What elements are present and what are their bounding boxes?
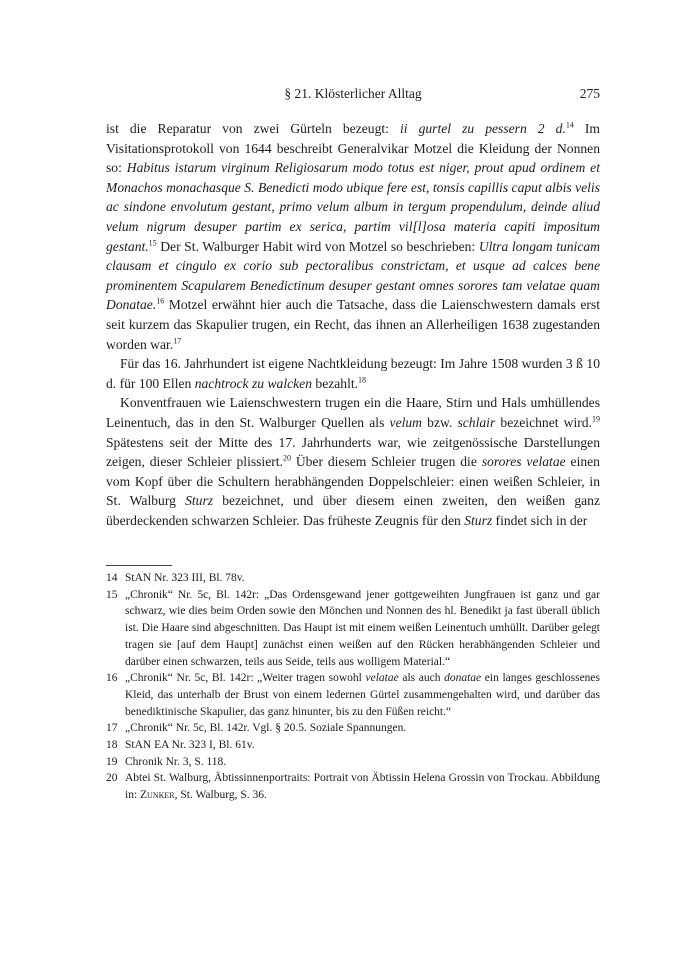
main-text (106, 119, 600, 530)
footnote-number: 17 (106, 722, 118, 735)
footnote-number: 14 (106, 572, 118, 584)
term-italic: Sturz (464, 512, 493, 528)
footnote-text: StAN Nr. 323 III, Bl. 78v. (125, 572, 245, 584)
text-run: Abtei St. Walburg, Äbtissinnenportraits: Portrait von Äbtissin Helena Grossin von Trockau. Abbildung in: (125, 772, 600, 802)
footnote-19 (106, 754, 600, 771)
footnote-ref: 15 (148, 238, 157, 248)
footnote-14 (106, 570, 600, 587)
text-run: als auch (398, 672, 445, 685)
footnote-number: 16 (106, 672, 118, 685)
footnote-ref: 14 (565, 120, 574, 130)
text-run: bzw. (422, 414, 458, 430)
footnote-number: 20 (106, 772, 118, 785)
text-run: findet sich in der (492, 512, 588, 528)
latin-quote: Habitus istarum virginum Religiosarum modo totus est niger, prout apud ordinem et Monachos monachasque S. Benedicti modo ubique fere est, tonsis capillis caput albis velis ac sindone envolutum gestant, primo velum album in tergum propendulum, deinde aliud velum nigrum desuper partim ex serica, partim vil[l]osa materia capiti impositum gestant. (106, 160, 600, 254)
footnote-text (125, 770, 600, 803)
text-run: bezeichnet wird. (495, 414, 592, 430)
text-run: , St. Walburg, S. 36. (174, 789, 267, 802)
footnote-text: „Chronik“ Nr. 5c, Bl. 142r: „Das Ordensgewand jener gottgeweihten Jungfrauen ist ganz und gar schwarz, wie dies beim Orden sowie den Mönchen und Nonnen des hl. Benedikt ja fast überall üblich ist. Die Haare sind abgeschnitten. Das Haupt ist mit einem weißen Leinentuch umhüllt. Darüber gelegt tragen sie [auf dem Haupt] zunächst einen weißen auf den Rücken herabhängenden Schleier und darüber einen schwarzen, teils aus Seide, teils aus wolligem Material.“ (125, 588, 600, 668)
footnote-17 (106, 720, 600, 737)
footnote-text (125, 670, 600, 720)
text-run: ein langes geschlossenes Kleid, das unterhalb der Brust von einem ledernen Gürtel zusammengehalten wird, und darüber das benediktinische Skapulier, das ganz hinunter, bis zu den Füßen reicht.“ (125, 672, 601, 718)
paragraph-3 (106, 393, 600, 530)
term-italic: Sturz (185, 493, 214, 509)
text-run: „Chronik“ Nr. 5c, Bl. 142r: „Weiter tragen sowohl (125, 672, 366, 685)
footnote-15 (106, 587, 600, 671)
term-italic: donatae (444, 672, 482, 685)
text-run: Motzel erwähnt hier auch die Tatsache, dass die Laienschwestern damals erst seit kurzem das Skapulier trugen, ein Recht, das ihnen an Allerheiligen 1638 zugestanden worden war. (106, 297, 600, 352)
footnote-rule (106, 565, 172, 566)
paragraph-1 (106, 119, 600, 354)
term-italic: velum (389, 414, 422, 430)
running-head (106, 86, 600, 106)
footnote-number: 15 (106, 588, 118, 601)
footnote-ref: 20 (282, 453, 291, 463)
running-title: § 21. Klösterlicher Alltag (284, 86, 422, 101)
paragraph-2 (106, 354, 600, 393)
footnote-16 (106, 670, 600, 720)
footnote-number: 19 (106, 755, 118, 768)
text-run: bezeichnet, und über diesem einen zweiten, den weißen ganz überdeckenden schwarzen Schleier. Das früheste Zeugnis für den (106, 493, 601, 528)
footnote-number: 18 (106, 739, 118, 752)
footnote-text: Chronik Nr. 3, S. 118. (125, 755, 227, 768)
quote-italic: nachtrock zu walcken (194, 375, 312, 391)
footnote-18 (106, 737, 600, 754)
footnote-ref: 18 (358, 375, 367, 385)
text-run: ist die Reparatur von zwei Gürteln bezeugt: (106, 121, 400, 136)
text-run: Über diesem Schleier trugen die (290, 454, 482, 470)
latin-quote: Ultra longam tunicam clausam et cingulo ex corio sub pectoralibus constrictam, et usque ad calces bene prominentem Scapularem Benedictinum desuper gestant omnes sorores tam velatae quam Donatae. (106, 238, 600, 313)
term-italic: sorores velatae (481, 454, 566, 470)
footnote-text: „Chronik“ Nr. 5c, Bl. 142r. Vgl. § 20.5. Soziale Spannungen. (125, 722, 407, 735)
footnote-20 (106, 770, 600, 803)
text-run: Für das 16. Jahrhundert ist eigene Nachtkleidung bezeugt: Im Jahre 1508 wurden 3 ß 10 d. für 100 Ellen (106, 356, 600, 391)
quote-italic: ii gurtel zu pessern 2 d. (399, 121, 566, 136)
footnote-ref: 17 (173, 336, 182, 345)
text-run: Spätestens seit der Mitte des 17. Jahrhunderts war, wie zeitgenössische Darstellungen zeigen, dieser Schleier plissiert. (106, 434, 600, 470)
text-run: Im Visitationsprotokoll von 1644 beschreibt Generalvikar Motzel die Kleidung der Nonnen so: (106, 121, 601, 176)
term-italic: velatae (365, 672, 399, 685)
footnote-ref: 19 (592, 414, 600, 424)
term-italic: schlair (457, 414, 496, 430)
footnote-ref: 16 (156, 296, 165, 306)
text-run: bezahlt. (312, 375, 359, 391)
footnote-text: StAN EA Nr. 323 I, Bl. 61v. (125, 739, 255, 752)
footnotes (106, 570, 600, 804)
author-smallcaps: Zunker (140, 789, 175, 802)
text-run: Konventfrauen wie Laienschwestern trugen ein die Haare, Stirn und Hals umhüllendes Leinentuch, das in den St. Walburger Quellen als (106, 395, 600, 430)
text-run: einen vom Kopf über die Schultern herabhängenden Doppelschleier: einen weißen Schleier, in St. Walburg (106, 454, 600, 509)
page-number: 275 (579, 86, 600, 101)
text-run: Der St. Walburger Habit wird von Motzel so beschrieben: (156, 238, 479, 254)
